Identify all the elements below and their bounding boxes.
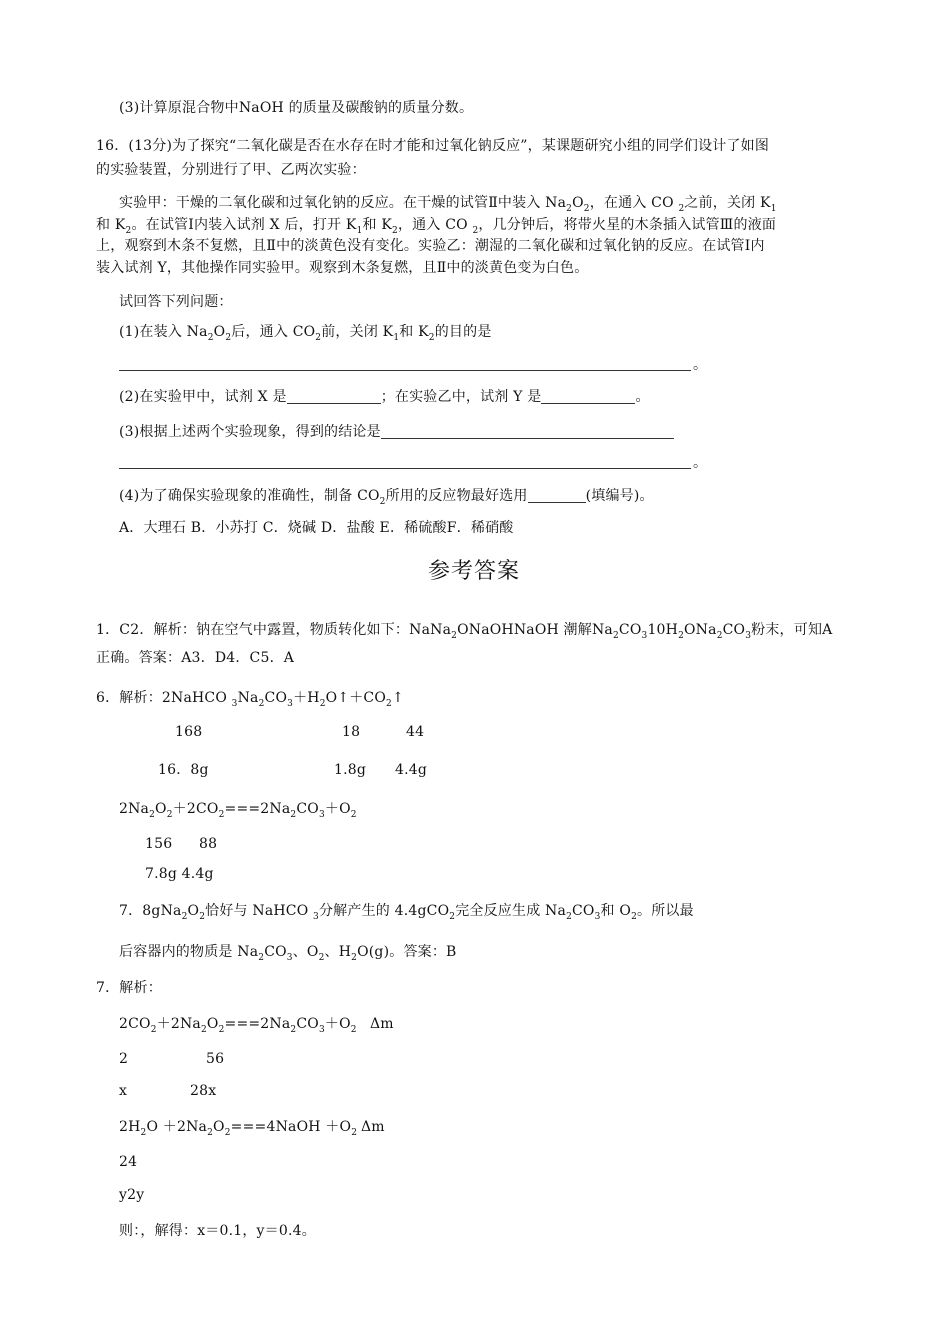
p4-text: 所用的反应物最好选用 (385, 488, 528, 504)
options-text: A．大理石 B．小苏打 C．烧碱 D．盐酸 E．稀硫酸F．稀硝酸 (119, 520, 514, 536)
subscript: 2 (150, 1025, 157, 1035)
subscript: 3 (231, 699, 238, 709)
a6-value: 88 (199, 836, 218, 852)
a1-text: 10H (647, 622, 679, 638)
exp-text: ，几分钟后，将带火星的木条插入试管Ⅲ的液面 (478, 217, 777, 233)
a6-text: ＋O (324, 801, 351, 817)
subscript: 2 (218, 810, 225, 820)
answer-blank-3a[interactable] (381, 424, 674, 439)
a6-mass-18 (342, 722, 360, 742)
a6-value: 7.8g 4.4g (145, 866, 214, 882)
ratio-value: 2 (119, 1051, 129, 1067)
a1-text: 1．C2．解析：钠在空气中露置，物质转化如下：NaNa (96, 622, 452, 638)
a7-text: 完全反应生成 Na (455, 903, 567, 919)
subscript: 2 (350, 1025, 357, 1035)
subscript: 2 (200, 1025, 207, 1035)
exp-text: 和 K (96, 217, 126, 233)
subscript: 2 (166, 810, 173, 820)
p1-text: 和 K (399, 324, 429, 340)
a6-mass-88 (199, 834, 217, 854)
subscript: 2 (125, 226, 132, 236)
subscript: 2 (315, 333, 322, 343)
final-solution (119, 1221, 316, 1241)
a6-grams-1 (158, 760, 209, 780)
p1-text: 前，关闭 K (321, 324, 394, 340)
answer-blank-y[interactable] (541, 389, 635, 404)
experiment-line-1 (119, 193, 777, 213)
exp-text: 。在试管Ⅰ内装入试剂 X 后，打开 K (131, 217, 357, 233)
a6-grams-3 (395, 760, 427, 780)
subscript: 2 (149, 810, 156, 820)
answer-7b-equation-1 (119, 1014, 357, 1034)
eq3-text: ===2Na (224, 1016, 291, 1032)
eq3-text: ＋O (324, 1016, 351, 1032)
question-16-part-3 (119, 422, 674, 442)
p4-text: (4)为了确保实验现象的准确性，制备 CO (119, 488, 380, 504)
answers-title-text: 参考答案 (428, 559, 521, 584)
p1-text: 后，通入 CO (231, 324, 316, 340)
ratio-row-2-a (119, 1081, 127, 1101)
exp-text: 和 K (362, 217, 393, 233)
subscript: 2 (140, 1128, 147, 1138)
answer-1-line-1 (96, 620, 832, 640)
a6-text: CO (264, 690, 288, 706)
final-text: 则：，解得：x＝0.1，y＝0.4。 (119, 1223, 316, 1239)
question-16-options (119, 518, 513, 538)
a6-text: ===2Na (224, 801, 291, 817)
answer-blank-4[interactable] (528, 488, 586, 503)
a7-text: O(g)。答案：B (357, 944, 457, 960)
a1-text: CO (618, 622, 642, 638)
subscript: 2 (258, 953, 265, 963)
subscript: 2 (379, 497, 386, 507)
subscript: 2 (428, 333, 435, 343)
subscript: 3 (287, 699, 294, 709)
exp-text: 之前，关闭 K (684, 195, 771, 211)
subscript: 1 (770, 204, 777, 214)
a6-text: 2Na (119, 801, 150, 817)
a1-text: CO (722, 622, 746, 638)
answer-1-line-2 (96, 648, 294, 668)
a6-text: ↑ (391, 690, 404, 706)
exp-text: O (572, 195, 584, 211)
experiment-line-2 (96, 215, 776, 235)
exp-text: 实验甲：干燥的二氧化碳和过氧化钠的反应。在干燥的试管Ⅱ中装入 Na (119, 195, 567, 211)
a6-value: 18 (342, 724, 361, 740)
delta-m-2 (361, 1117, 385, 1137)
eq4-text: O (213, 1119, 225, 1135)
a6-value: 4.4g (395, 762, 428, 778)
period-1 (693, 355, 707, 375)
subscript: 2 (716, 631, 723, 641)
subscript: 2 (224, 1128, 231, 1138)
a6-value: 156 (145, 836, 173, 852)
subscript: 2 (351, 1128, 358, 1138)
subscript: 2 (207, 333, 214, 343)
subscript: 2 (678, 631, 684, 641)
ratio-value: 56 (206, 1051, 225, 1067)
ratio-value: 28x (190, 1083, 217, 1099)
subscript: 2 (612, 631, 619, 641)
q15-part3-text: (3)计算原混合物中NaOH 的质量及碳酸钠的质量分数。 (119, 100, 474, 116)
answer-7b-header (96, 978, 162, 998)
answer-blank-x[interactable] (287, 389, 381, 404)
subscript: 2 (258, 699, 265, 709)
exp-text: 装入试剂 Y，其他操作同实验甲。观察到木条复燃，且Ⅱ中的淡黄色变为白色。 (96, 260, 589, 276)
question-16-part-1 (119, 322, 492, 342)
a7-text: CO (264, 944, 287, 960)
a1-text: ONaOHNaOH 潮解Na (457, 622, 613, 638)
a7-text: 恰好与 NaHCO (205, 903, 309, 919)
a6-mass-168 (175, 722, 202, 742)
eq3-text: ＋2Na (156, 1016, 201, 1032)
a6-text: ＋H (293, 690, 320, 706)
subscript: 2 (290, 1025, 297, 1035)
experiment-line-4 (96, 258, 588, 278)
subscript: 2 (566, 912, 572, 922)
a7-text: 和 O (600, 903, 632, 919)
ratio-row-2-b (190, 1081, 216, 1101)
ratio-row-1-b (206, 1049, 224, 1069)
subscript: 2 (449, 912, 456, 922)
a6-grams-4 (145, 864, 214, 884)
subscript: 2 (678, 204, 685, 214)
period-text: 。 (693, 455, 708, 471)
exp-text: 上，观察到木条不复燃，且Ⅱ中的淡黄色没有变化。实验乙：潮湿的二氧化碳和过氧化钠的反应。在试管Ⅰ内 (96, 238, 765, 254)
a7-text: 、H (324, 944, 352, 960)
answer-7b-equation-2 (119, 1117, 357, 1137)
subscript: 2 (199, 912, 206, 922)
a7b-text: 7．解析： (96, 980, 162, 996)
question-16-header-line2 (96, 160, 366, 180)
subscript: 2 (631, 912, 637, 922)
p1-text: O (213, 324, 226, 340)
subscript: 3 (745, 631, 752, 641)
q16-header-text-1: 16．(13分)为了探究“二氧化碳是否在水存在时才能和过氧化钠反应”，某课题研究小组的同学们设计了如图 (96, 138, 770, 154)
subscript: 2 (218, 1025, 225, 1035)
ratio-row-4 (119, 1185, 144, 1205)
a6-text: CO (296, 801, 319, 817)
ratio-value: 24 (119, 1154, 138, 1170)
exp-text: ，通入 CO (397, 217, 468, 233)
subscript: 2 (392, 226, 398, 236)
p4-text: (填编号)。 (585, 488, 654, 504)
subscript: 3 (318, 810, 325, 820)
ratio-row-1-a (119, 1049, 128, 1069)
subscript: 2 (386, 699, 392, 709)
eq3-text: 2CO (119, 1016, 151, 1032)
a6-text: Na (237, 690, 259, 706)
a1-text: ONa (684, 622, 717, 638)
a6-text: O (155, 801, 167, 817)
question-16-part-2 (119, 387, 650, 407)
a6-text: 6．解析：2NaHCO (96, 690, 228, 706)
answer-blank-3b[interactable] (119, 468, 691, 469)
ratio-value: x (119, 1083, 128, 1099)
a7-text: CO (572, 903, 595, 919)
question-16-header-line1 (96, 136, 769, 156)
eq4-text: ===4NaOH ＋O (230, 1119, 352, 1135)
a6-grams-2 (334, 760, 366, 780)
period-3 (693, 453, 707, 473)
questions-prompt (119, 292, 233, 312)
delta-m-text: Δm (361, 1119, 385, 1135)
subscript: 2 (566, 204, 573, 214)
p1-text: 的目的是 (434, 324, 492, 340)
answers-title (428, 558, 520, 586)
eq4-text: O ＋2Na (146, 1119, 208, 1135)
delta-m-text: Δm (370, 1016, 394, 1032)
subscript: 2 (181, 912, 188, 922)
a6-mass-44 (406, 722, 424, 742)
a7-text: O (187, 903, 200, 919)
question-16-part-4 (119, 486, 654, 506)
a1-text: 粉末，可知A (751, 622, 833, 638)
subscript: 2 (472, 226, 479, 236)
answer-7-line-2 (119, 942, 457, 962)
subscript: 2 (318, 953, 325, 963)
a6-value: 44 (406, 724, 425, 740)
subscript: 1 (393, 333, 400, 343)
a6-value: 16．8g (158, 762, 209, 778)
a7-text: 、O (292, 944, 319, 960)
subscript: 2 (290, 810, 297, 820)
period-text: 。 (693, 357, 708, 373)
subscript: 2 (350, 810, 357, 820)
subscript: 2 (351, 953, 358, 963)
subscript: 2 (225, 333, 232, 343)
p2-text: ；在实验乙中，试剂 Y 是 (380, 389, 542, 405)
subscript: 3 (641, 631, 648, 641)
p3-text: (3)根据上述两个实验现象，得到的结论是 (119, 424, 381, 440)
eq3-text: CO (296, 1016, 319, 1032)
eq3-text: O (206, 1016, 219, 1032)
delta-m-1 (370, 1014, 394, 1034)
prompt-text: 试回答下列问题： (119, 294, 233, 310)
a7-text: 7．8gNa (119, 903, 182, 919)
subscript: 1 (356, 226, 363, 236)
a6-text: O↑＋CO (325, 690, 387, 706)
p2-text: (2)在实验甲中，试剂 X 是 (119, 389, 287, 405)
a6-value: 168 (175, 724, 203, 740)
answer-7-line-1 (119, 901, 694, 921)
subscript: 2 (583, 204, 590, 214)
answer-6-equation (96, 688, 404, 708)
p1-text: (1)在装入 Na (119, 324, 208, 340)
question-15-part-3 (119, 98, 473, 118)
subscript: 2 (451, 631, 458, 641)
a7-text: 后容器内的物质是 Na (119, 944, 259, 960)
subscript: 3 (313, 912, 319, 922)
eq4-text: 2H (119, 1119, 141, 1135)
subscript: 2 (207, 1128, 214, 1138)
exp-text: ，在通入 CO (589, 195, 674, 211)
subscript: 2 (319, 699, 326, 709)
p2-text: 。 (635, 389, 650, 405)
answer-6-equation-2 (119, 799, 357, 819)
a6-mass-156 (145, 834, 172, 854)
ratio-value: y2y (119, 1187, 145, 1203)
a7-text: 。所以最 (637, 903, 694, 919)
a7-text: 分解产生的 4.4gCO (318, 903, 450, 919)
subscript: 3 (286, 953, 293, 963)
ratio-row-3 (119, 1152, 137, 1172)
subscript: 3 (594, 912, 601, 922)
a6-text: ＋2CO (172, 801, 219, 817)
q16-header-text-2: 的实验装置，分别进行了甲、乙两次实验： (96, 162, 366, 178)
a6-value: 1.8g (334, 762, 367, 778)
experiment-line-3 (96, 236, 765, 256)
answer-blank-1[interactable] (119, 370, 691, 371)
subscript: 3 (318, 1025, 325, 1035)
a1-text: 正确。答案：A3．D4．C5．A (96, 650, 295, 666)
